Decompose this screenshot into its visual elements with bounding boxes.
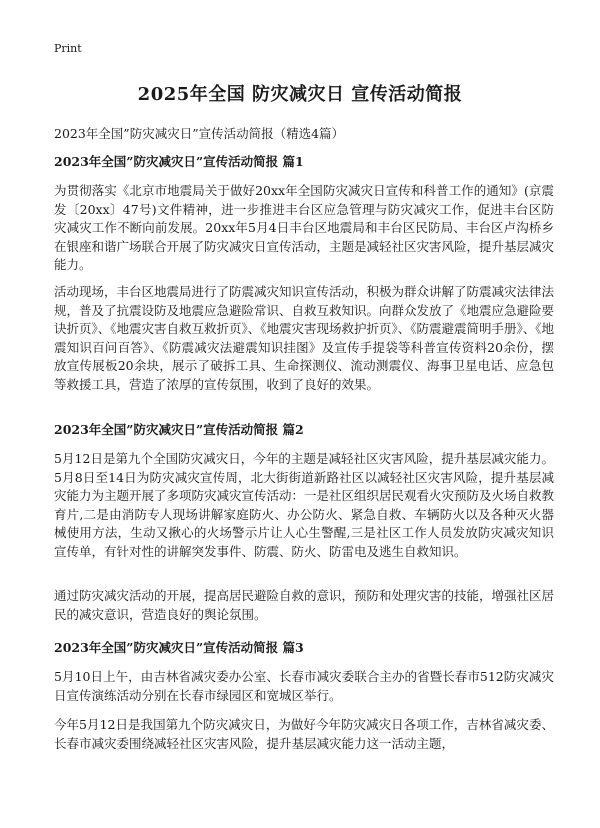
section-1-paragraph-1: 为贯彻落实《北京市地震局关于做好20xx年全国防灾减灾日宣传和科普工作的通知》(京震发〔20xx〕47号)文件精神，进一步推进丰台区应急管理与防灾减灾工作，促进丰台区防灾减灾工作不断向前发展。20xx年5月4日丰台区地震局和丰台区民防局、丰台区卢沟桥乡在银座和谐广场联合开展了防灾减灾日宣传活动，主题是减轻社区灾害风险，提升基层减灾能力。 [54, 183, 555, 272]
section-heading-3: 2023年全国”防灾减灾日”宣传活动简报 篇3 [54, 640, 304, 655]
print-link[interactable]: Print [54, 42, 82, 55]
section-heading-1: 2023年全国”防灾减灾日”宣传活动简报 篇1 [54, 154, 304, 169]
section-heading-2: 2023年全国”防灾减灾日”宣传活动简报 篇2 [54, 422, 304, 437]
section-3-paragraph-1: 5月10日上午，由吉林省减灾委办公室、长春市减灾委联合主办的省暨长春市512防灾减灾日宣传演练活动分别在长春市绿园区和宽城区举行。 [54, 669, 554, 703]
section-2-paragraph-2: 通过防灾减灾活动的开展，提高居民避险自救的意识，预防和处理灾害的技能，增强社区居民的减灾意识，营造良好的舆论氛围。 [54, 588, 555, 622]
section-3-paragraph-2: 今年5月12日是我国第九个防灾减灾日，为做好今年防灾减灾日各项工作，吉林省减灾委、长春市减灾委围绕减轻社区灾害风险，提升基层减灾能力这一活动主题， [54, 717, 554, 751]
document-subtitle: 2023年全国”防灾减灾日”宣传活动简报（精选4篇） [54, 126, 345, 141]
page-title: 2025年全国 防灾减灾日 宣传活动简报 [137, 84, 463, 105]
section-1-paragraph-2: 活动现场，丰台区地震局进行了防震减灾知识宣传活动，积极为群众讲解了防震减灾法律法规，普及了抗震设防及地震应急避险常识、自救互救知识。向群众发放了《地震应急避险要诀折页》、《地震灾害自救互救折页》、《地震灾害现场救护折页》、《防震避震简明手册》、《地震知识百问百答》、《防震减灾法避震知识挂图》及宣传手提袋等科普宣传资料20余份，摆放宣传展板20余块，展示了破拆工具、生命探测仪、流动测震仪、海事卫星电话、应急包等救援工具，营造了浓厚的宣传氛围，收到了良好的效果。 [54, 284, 555, 392]
section-2-paragraph-1: 5月12日是第九个全国防灾减灾日，今年的主题是减轻社区灾害风险，提升基层减灾能力。5月8日至14日为防灾减灾宣传周，北大街街道新路社区以减轻社区灾害风险，提升基层减灾能力为主题开展了多项防灾减灾宣传活动：一是社区组织居民观看火灾预防及火场自救教育片,二是由消防专人现场讲解家庭防火、办公防火、紧急自救、车辆防火以及各种灭火器械使用方法，生动又揪心的火场警示片让人心生警醒,三是社区工作人员发放防灾减灾知识宣传单，有针对性的讲解突发事件、防震、防火、防雷电及逃生自救知识。 [54, 451, 555, 559]
